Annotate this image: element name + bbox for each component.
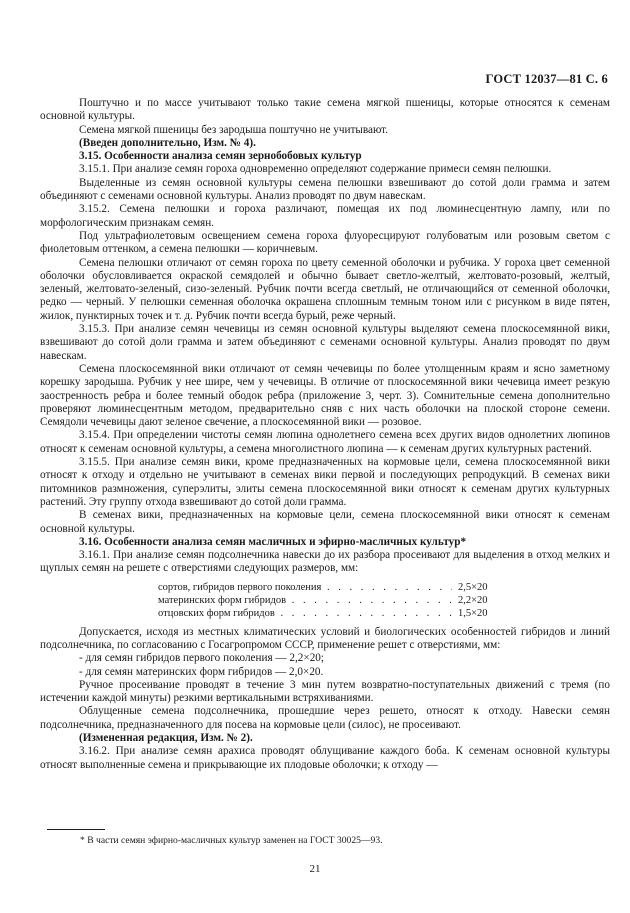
paragraph: 3.15.1. При анализе семян гороха одновременно определяют содержание примеси семян пелюшки. [79,163,552,176]
sieve-label: сортов, гибридов первого поколения . . . [158,581,452,594]
sieve-value: 2,5×20 [458,581,488,593]
paragraph: 3.16.1. При анализе семян подсолнечника навески до их разбора просеивают для выделения в отход мелких и щуплых семян на решете с отверстиями следующих размеров, мм: [40,549,610,575]
sieve-value: 1,5×20 [458,607,488,619]
sieve-label: отцовских форм гибридов . . . [158,607,452,620]
sieve-row [158,594,508,607]
section-heading-3-16: 3.16. Особенности анализа семян масличных и эфирно-масличных культур* [79,535,467,548]
list-item: - для семян гибридов первого поколения — 2,2×20; [79,652,325,665]
sieve-value: 2,2×20 [458,594,488,606]
sieve-label: материнских форм гибридов . . . [158,594,452,607]
paragraph: Семена мягкой пшеницы без зародыша поштучно не учитывают. [79,123,389,136]
running-header: ГОСТ 12037—81 С. 6 [485,72,608,86]
footnote: * В части семян эфирно-масличных культур заменен на ГОСТ 30025—93. [80,835,383,846]
footnote-divider [47,829,105,830]
paragraph: Семена плоскосемянной вики отличают от семян чечевицы по более утолщенным краям и ясно заметному корешку зародыша. Рубчик у нее шире, чем у чечевицы. В отличие от плоскосемянной вики чечевица имеет резкую заостренность ребра и более темный ободок ребра (приложение 3, черт. 3). Сомнительные семена дополнительно проверяют люминесцентным методом, предварительно сняв с них часть оболочки на плоской стороне семени. Семядоли чечевицы дают зеленое свечение, а плоскосемянной вики — розовое. [40,362,610,429]
amendment-note: (Введен дополнительно, Изм. № 4). [79,136,256,149]
paragraph: Допускается, исходя из местных климатических условий и биологических особенностей гибридов и линий подсолнечника, по согласованию с Госагропромом СССР, применение решет с отверстиями, мм: [40,625,610,651]
paragraph: 3.15.5. При анализе семян вики, кроме предназначенных на кормовые цели, семена плоскосемянной вики относят к отходу и отдельно не учитывают в семенах вики первой и последующих репродукций. В семенах вики питомников размножения, суперэлиты, элиты семена плоскосемянной вики относят к семенам других культурных растений. Эту группу отхода взвешивают до сотой доли грамма. [40,456,610,508]
paragraph: 3.16.2. При анализе семян арахиса проводят облущивание каждого боба. К семенам основной культуры относят выполненные семена и прикрывающие их плодовые оболочки; к отходу — [40,745,610,771]
paragraph: В семенах вики, предназначенных на кормовые цели, семена плоскосемянной вики относят к семенам основной культуры. [40,509,610,535]
section-heading-3-15: 3.15. Особенности анализа семян зернобобовых культур [79,150,362,163]
list-item: - для семян материнских форм гибридов — 2,0×20. [79,665,324,678]
document-body [40,97,610,772]
paragraph: Поштучно и по массе учитывают только такие семена мягкой пшеницы, которые относятся к семенам основной культуры. [40,97,610,123]
paragraph: 3.15.3. При анализе семян чечевицы из семян основной культуры выделяют семена плоскосемянной вики, взвешивают до сотой доли грамма и затем объединяют с семенами основной культуры. Анализ проводят по двум навескам. [40,323,610,362]
paragraph: 3.15.4. При определении чистоты семян люпина однолетнего семена всех других видов однолетних люпинов относят к семенам основной культуры, а семена многолистного люпина — к семенам других культурных растений. [40,429,610,455]
sieve-size-table [158,581,610,620]
paragraph: Облущенные семена подсолнечника, прошедшие через решето, относят к отходу. Навески семян подсолнечника, предназначенного для посева на кормовые цели (силос), не просеивают. [40,705,610,731]
sieve-row [158,607,508,620]
amendment-note: (Измененная редакция, Изм. № 2). [79,732,253,745]
paragraph: Выделенные из семян основной культуры семена пелюшки взвешивают до сотой доли грамма и затем объединяют с семенами основной культуры. Анализ проводят по двум навескам. [40,176,610,203]
sieve-row [158,581,508,594]
page-number: 21 [309,863,321,875]
paragraph: 3.15.2. Семена пелюшки и гороха различают, помещая их под люминесцентную лампу, или по морфологическим признакам семян. [40,203,610,229]
paragraph: Ручное просеивание проводят в течение 3 мин путем возвратно-поступательных движений с тремя (по истечении каждой минуты) резкими вертикальными встряхиваниями. [40,678,610,705]
paragraph: Под ультрафиолетовым освещением семена гороха флуоресцируют голубоватым или розовым светом с фиолетовым оттенком, а семена пелюшки — коричневым. [40,229,610,256]
paragraph: Семена пелюшки отличают от семян гороха по цвету семенной оболочки и рубчика. У гороха цвет семенной оболочки обусловливается окраской семядолей и обычно бывает светло-желтый, желтовато-розовый, желтый, зеленый, желтовато-зеленый, сизо-зеленый. Рубчик почти всегда светлый, не отличающийся от семенной оболочки, редко — черный. У пелюшки семенная оболочка окрашена сплошным темным тоном или с рисунком в виде пятен, жилок, пунктирных точек и т. д. Рубчик почти всегда бурый, реже черный. [40,256,610,322]
